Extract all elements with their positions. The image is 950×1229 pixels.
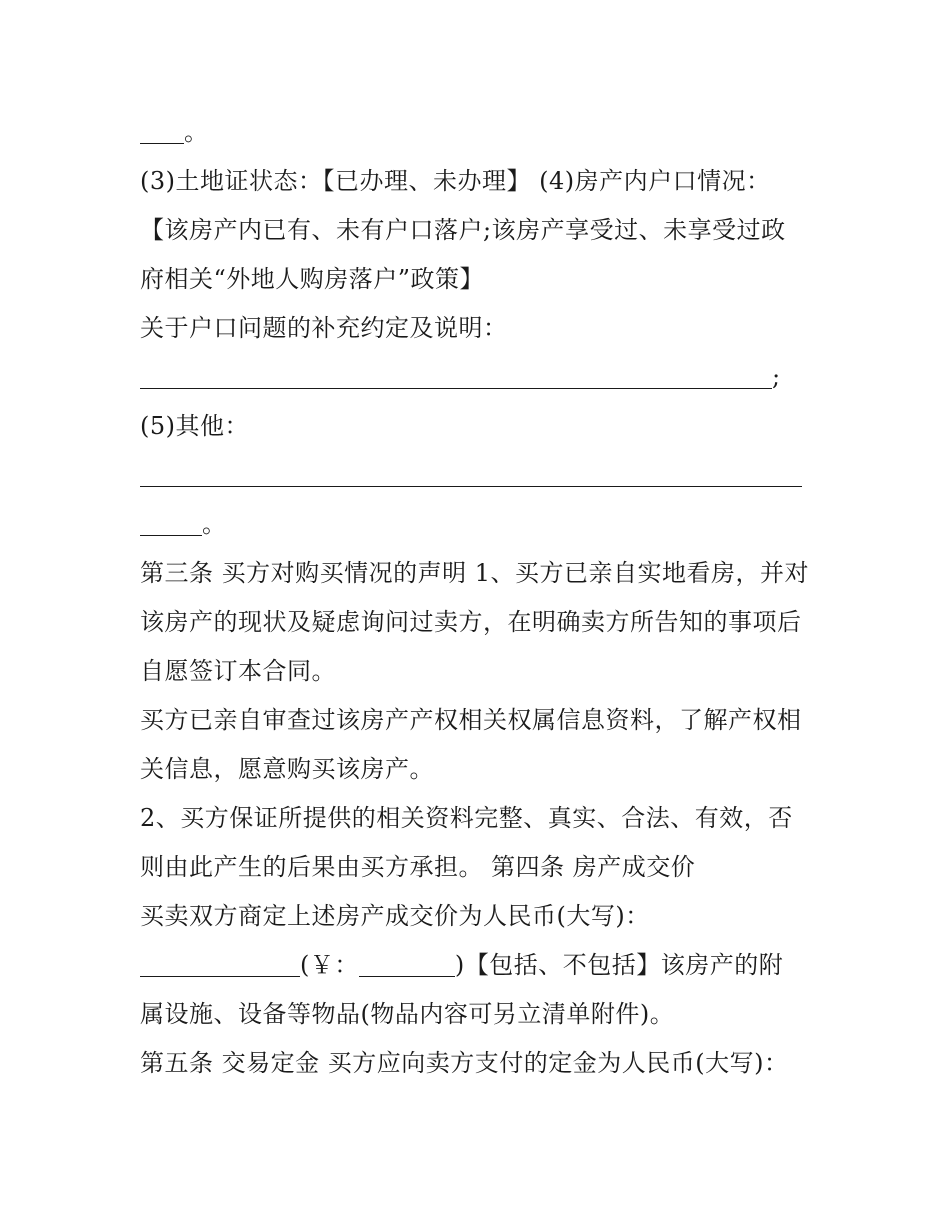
text-line: 。 bbox=[140, 108, 820, 157]
text-line: 则由此产生的后果由买方承担。 第四条 房产成交价 bbox=[140, 853, 696, 881]
text-line bbox=[140, 451, 820, 500]
fill-blank bbox=[140, 358, 772, 389]
fill-blank bbox=[359, 946, 455, 977]
text-line: 2、买方保证所提供的相关资料完整、真实、合法、有效，否 bbox=[140, 804, 793, 832]
text-line: (5)其他： bbox=[140, 412, 249, 440]
fill-blank bbox=[140, 456, 802, 487]
text-line: 买卖双方商定上述房产成交价为人民币(大写)： bbox=[140, 902, 650, 930]
text-line: 第五条 交易定金 买方应向卖方支付的定金为人民币(大写)： bbox=[140, 1049, 789, 1077]
text-line: ; bbox=[140, 353, 820, 402]
text-line: 第三条 买方对购买情况的声明 1、买方已亲自实地看房，并对 bbox=[140, 559, 810, 587]
text-line: 关信息，愿意购买该房产。 bbox=[140, 755, 434, 783]
text-line: 。 bbox=[140, 500, 820, 549]
text-line: (￥： )【包括、不包括】该房产的附 bbox=[140, 941, 820, 990]
document-page bbox=[140, 108, 820, 1088]
text-line: 该房产的现状及疑虑询问过卖方，在明确卖方所告知的事项后 bbox=[140, 608, 802, 636]
text-line: 关于户口问题的补充约定及说明： bbox=[140, 314, 508, 342]
text-line: 自愿签订本合同。 bbox=[140, 657, 336, 685]
fill-blank bbox=[140, 946, 300, 977]
text-line: 【该房产内已有、未有户口落户;该房产享受过、未享受过政 bbox=[140, 216, 786, 244]
text-line: 府相关“外地人购房落户”政策】 bbox=[140, 265, 485, 293]
text-line: 买方已亲自审查过该房产产权相关权属信息资料，了解产权相 bbox=[140, 706, 802, 734]
text-line: 属设施、设备等物品(物品内容可另立清单附件)。 bbox=[140, 1000, 675, 1028]
text-line: (3)土地证状态：【已办理、未办理】 (4)房产内户口情况： bbox=[140, 167, 771, 195]
fill-blank bbox=[140, 113, 184, 144]
fill-blank bbox=[140, 505, 202, 536]
